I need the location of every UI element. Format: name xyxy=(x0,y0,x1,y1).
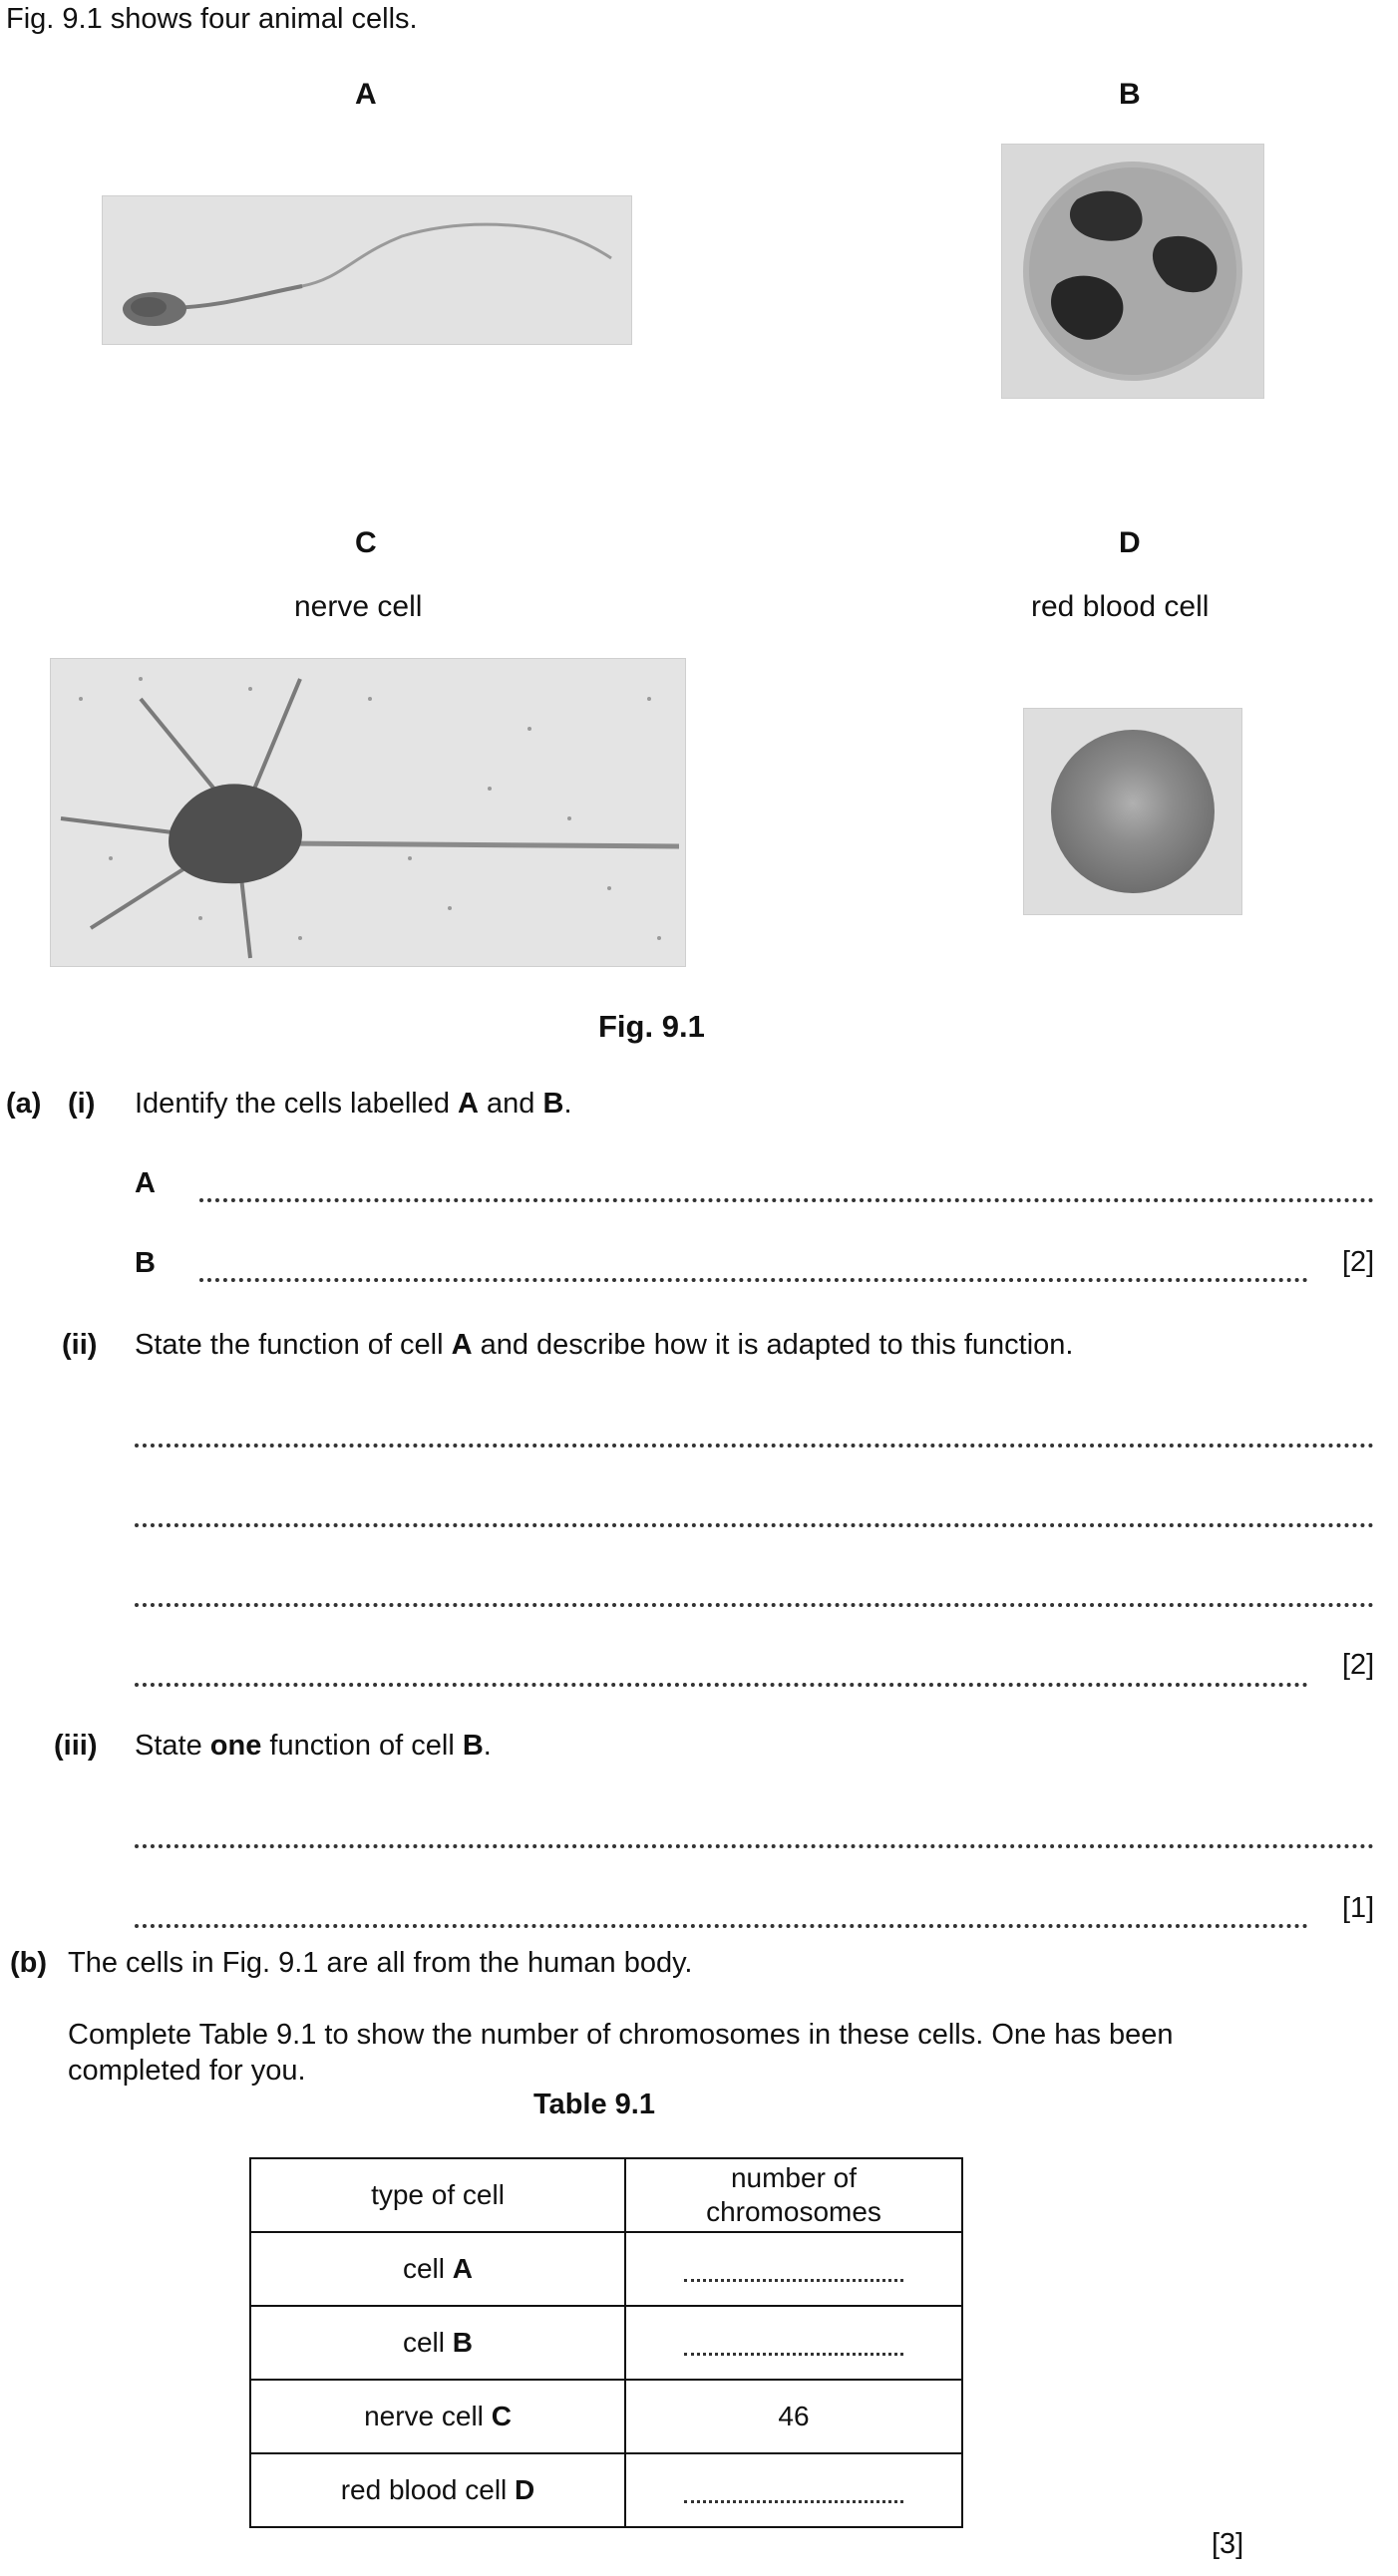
part-a-i-number: (i) xyxy=(68,1088,96,1120)
row-red-blood-cell-answer[interactable] xyxy=(625,2453,962,2527)
marks-a-iii: [1] xyxy=(1342,1892,1375,1924)
answer-line-ii-3[interactable] xyxy=(135,1603,1374,1607)
header-type-of-cell: type of cell xyxy=(250,2158,625,2232)
table-row xyxy=(250,2453,962,2527)
cell-d-label: D xyxy=(1119,526,1141,559)
part-a-ii-question: State the function of cell A and describe how it is adapted to this function. xyxy=(135,1329,1074,1361)
red-blood-cell-image xyxy=(1023,708,1242,915)
intro-text: Fig. 9.1 shows four animal cells. xyxy=(6,3,418,35)
nerve-cell-image xyxy=(50,658,686,967)
part-b-label: (b) xyxy=(10,1947,48,1979)
row-cell-b-answer[interactable] xyxy=(625,2306,962,2380)
part-b-statement: The cells in Fig. 9.1 are all from the human body. xyxy=(68,1947,693,1979)
cell-c-label: C xyxy=(355,526,377,559)
white-blood-cell-image xyxy=(1001,144,1264,399)
row-cell-a-answer[interactable] xyxy=(625,2232,962,2306)
part-a-iii-question: State one function of cell B. xyxy=(135,1730,492,1762)
figure-caption: Fig. 9.1 xyxy=(598,1009,705,1044)
cell-a-label: A xyxy=(355,78,377,111)
part-a-i-question: Identify the cells labelled A and B. xyxy=(135,1088,572,1120)
answer-line-iii-2[interactable] xyxy=(135,1924,1308,1928)
answer-line-a[interactable] xyxy=(199,1198,1374,1202)
row-cell-a-type: cell A xyxy=(250,2232,625,2306)
row-nerve-cell-type: nerve cell C xyxy=(250,2380,625,2453)
answer-line-iii-1[interactable] xyxy=(135,1844,1374,1848)
table-row xyxy=(250,2306,962,2380)
marks-a-i: [2] xyxy=(1342,1246,1375,1278)
cell-c-caption: nerve cell xyxy=(294,590,423,623)
part-b-instruction-line1: Complete Table 9.1 to show the number of chromosomes in these cells. One has been xyxy=(68,2019,1174,2051)
part-b-instruction-line2: completed for you. xyxy=(68,2055,306,2087)
part-a-label: (a) xyxy=(6,1088,42,1120)
cell-d-caption: red blood cell xyxy=(1031,590,1210,623)
row-nerve-cell-value: 46 xyxy=(625,2380,962,2453)
row-red-blood-cell-type: red blood cell D xyxy=(250,2453,625,2527)
part-a-iii-number: (iii) xyxy=(54,1730,98,1762)
answer-line-ii-4[interactable] xyxy=(135,1683,1308,1687)
answer-line-b[interactable] xyxy=(199,1278,1308,1282)
chromosome-table xyxy=(249,2157,963,2528)
cell-b-label: B xyxy=(1119,78,1141,111)
table-row xyxy=(250,2232,962,2306)
table-row xyxy=(250,2380,962,2453)
sperm-cell-image xyxy=(102,195,632,345)
answer-line-ii-2[interactable] xyxy=(135,1523,1374,1527)
row-cell-b-type: cell B xyxy=(250,2306,625,2380)
marks-b: [3] xyxy=(1212,2528,1244,2560)
marks-a-ii: [2] xyxy=(1342,1649,1375,1681)
answer-label-a: A xyxy=(135,1167,156,1199)
answer-label-b: B xyxy=(135,1247,156,1279)
table-caption: Table 9.1 xyxy=(533,2089,655,2120)
table-header-row xyxy=(250,2158,962,2232)
answer-line-ii-1[interactable] xyxy=(135,1444,1374,1448)
header-number-of-chromosomes: number of chromosomes xyxy=(625,2158,962,2232)
part-a-ii-number: (ii) xyxy=(62,1329,98,1361)
